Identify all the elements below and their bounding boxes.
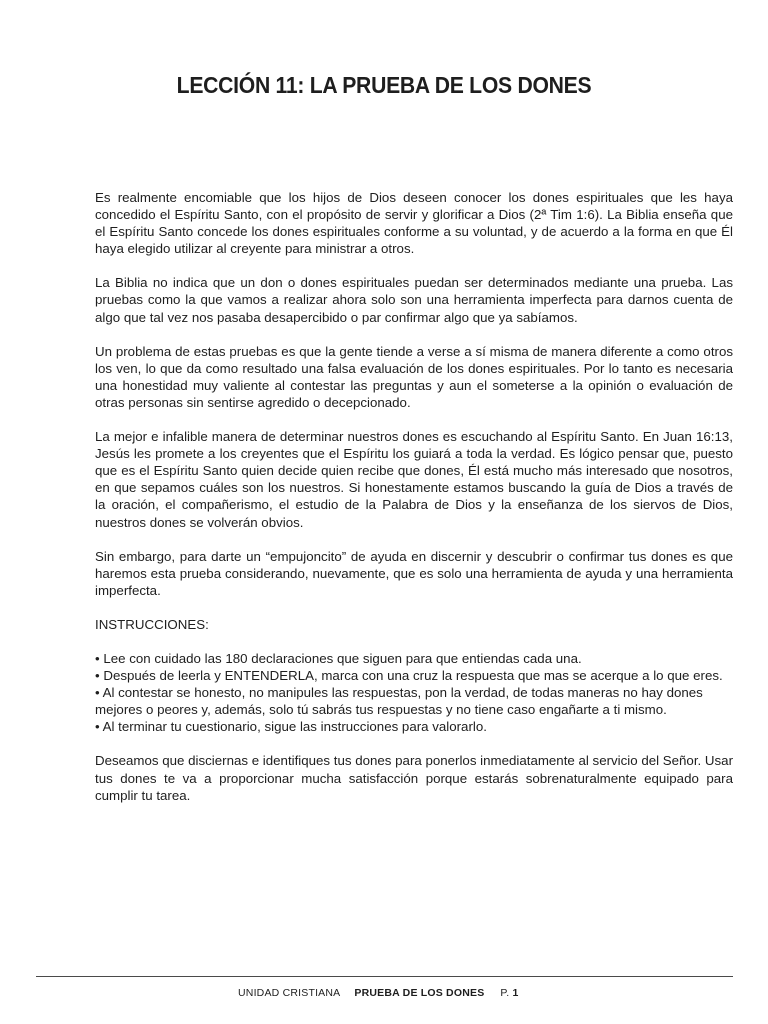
footer-divider	[36, 976, 733, 977]
espiritu-paragraph: La mejor e infalible manera de determinar nuestros dones es escuchando al Espíritu Santo. En Juan 16:13, Jesús les promete a los creyentes que el Espíritu los guiará a toda la verdad. Es lógico pensar que, puesto que es el Espíritu Santo quien decide quien recibe que dones, Él está mucho más interesado que nosotros, en que sepamos cuáles son los nuestros. Si honestamente estamos buscando la guía de Dios a través de la oración, el compañerismo, el estudio de la Palabra de Dios y la enseñanza de los siervos de Dios, nuestros dones se volverán obvios.	[95, 429, 733, 530]
page-title: LECCIÓN 11: LA PRUEBA DE LOS DONES	[176, 72, 592, 98]
instructions-heading: INSTRUCCIONES:	[95, 616, 209, 632]
lesson-body	[95, 189, 733, 821]
instruction-item: • Después de leerla y ENTENDERLA, marca con una cruz la respuesta que mas se acerque a lo que eres.	[95, 668, 723, 684]
footer-section: PRUEBA DE LOS DONES	[354, 987, 485, 999]
instruction-item: • Al contestar se honesto, no manipules las respuestas, pon la verdad, de todas maneras no hay dones mejores o peores y, además, solo tú sabrás tus respuestas y no tiene caso engañarte a ti mismo.	[95, 685, 703, 718]
instructions-list	[95, 650, 733, 735]
instruction-item: • Al terminar tu cuestionario, sigue las instrucciones para valorarlo.	[95, 719, 487, 735]
instruction-item: • Lee con cuidado las 180 declaraciones que siguen para que entiendas cada una.	[95, 650, 582, 666]
footer-publication: UNIDAD CRISTIANA	[238, 987, 341, 999]
problema-paragraph: Un problema de estas pruebas es que la gente tiende a verse a sí misma de manera diferente a como otros los ven, lo que da como resultado una falsa evaluación de los dones espirituales. Por lo tanto es necesaria una honestidad muy valiente al contestar las preguntas y aun el someterse a la opinión o evaluación de otras personas sin sentirse agredido o decepcionado.	[95, 343, 733, 410]
prueba-paragraph: La Biblia no indica que un don o dones espirituales puedan ser determinados mediante una prueba. Las pruebas como la que vamos a realizar ahora solo son una herramienta imperfecta para darnos cuenta de algo que tal vez nos pasaba desapercibido o par confirmar algo que ya sabíamos.	[95, 275, 733, 325]
footer-page-prefix: P.	[500, 987, 510, 999]
empujoncito-paragraph: Sin embargo, para darte un “empujoncito” de ayuda en discernir y descubrir o confirmar tus dones es que haremos esta prueba considerando, nuevamente, que es solo una herramienta de ayuda y una herramienta imperfecta.	[95, 548, 733, 598]
closing-paragraph: Deseamos que disciernas e identifiques tus dones para ponerlos inmediatamente al servicio del Señor. Usar tus dones te va a proporcionar mucha satisfacción porque estarás sobrenaturalmente equipado para cumplir tu tarea.	[95, 753, 733, 803]
page-footer	[238, 987, 519, 999]
intro-paragraph: Es realmente encomiable que los hijos de Dios deseen conocer los dones espirituales que les haya concedido el Espíritu Santo, con el propósito de servir y glorificar a Dios (2ª Tim 1:6). La Biblia enseña que el Espíritu Santo concede los dones espirituales conforme a su voluntad, y de acuerdo a la forma en que Él haya elegido utilizar al creyente para ministrar a otros.	[95, 190, 733, 257]
footer-page-number: 1	[512, 987, 519, 999]
